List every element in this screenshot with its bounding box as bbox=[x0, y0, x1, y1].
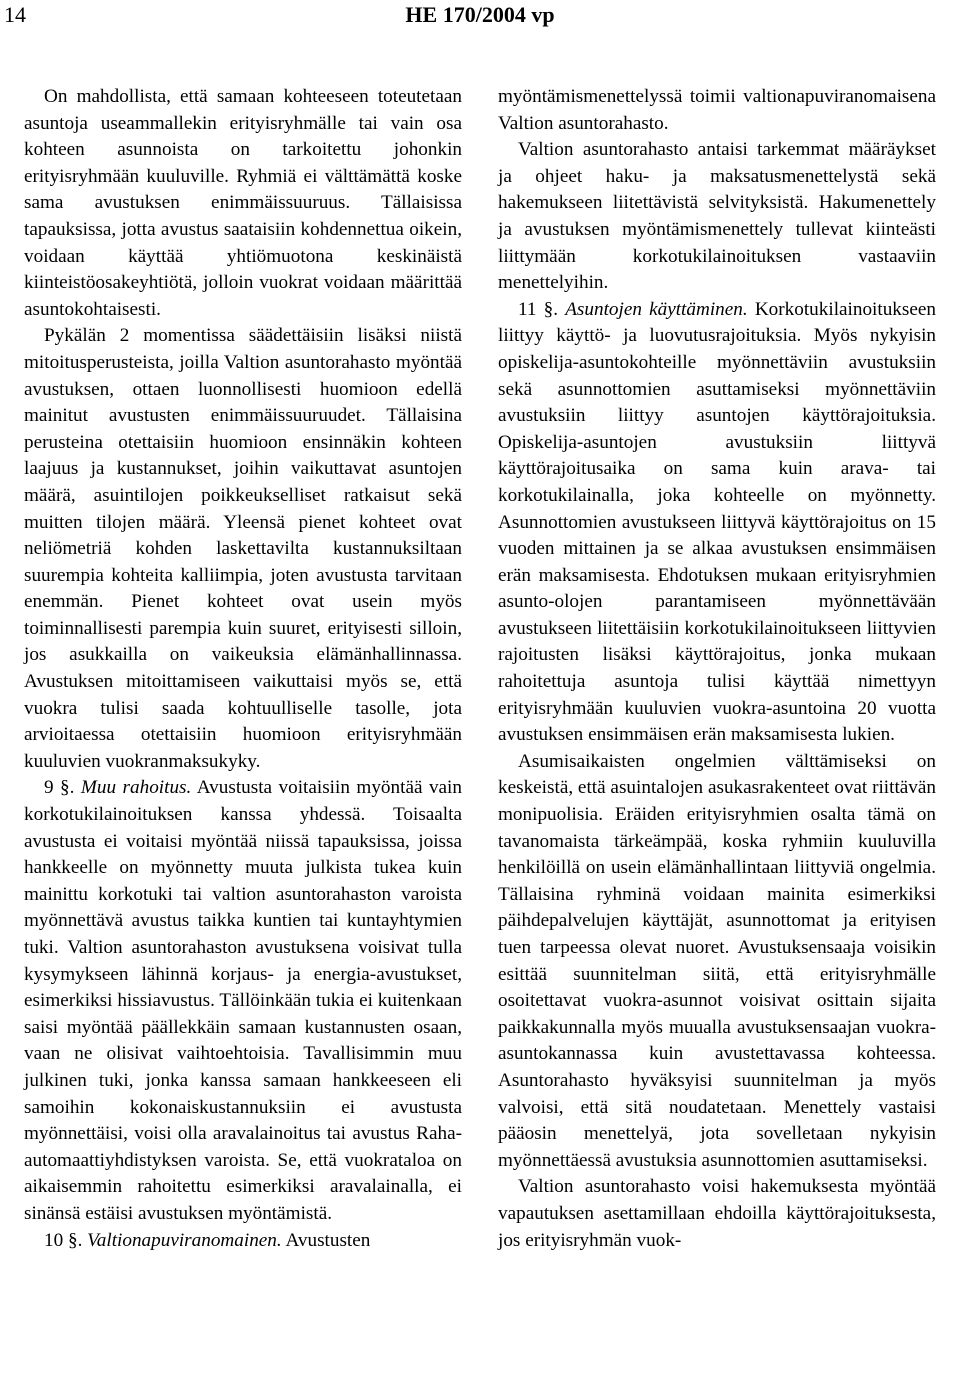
left-column bbox=[24, 84, 462, 1254]
right-column bbox=[498, 84, 936, 1254]
section-11 bbox=[498, 297, 936, 749]
page-number: 14 bbox=[4, 2, 26, 27]
paragraph: myöntämismenettelyssä toimii valtionapuviranomaisena Valtion asuntorahasto. bbox=[498, 86, 936, 134]
paragraph: Asumisaikaisten ongelmien välttämiseksi on keskeistä, että asuintalojen asukasrakenteet ovat riittävän monipuolisia. Eräiden erityisryhmien osalta tämä on tavanomaista tärkeämpää, koska ryhmiin kuuluvilla henkilöillä on usein elämänhallintaan liittyviä ongelmia. Tällaisina ryhminä voidaan mainita esimerkiksi päihdepalvelujen käyttäjät, asunnottomat ja erityisen tuen tarpeessa olevat nuoret. Avustuksensaaja voisikin esittää suunnitelman siitä, että erityisryhmälle osoitettavat vuokra-asunnot voisivat osittain sijaita paikkakunnalla myös muualla avustuksensaajan vuokra-asuntokannassa kuin avustettavassa kohteessa. Asuntorahasto hyväksyisi suunnitelman ja myös valvoisi, että sitä noudatetaan. Menettely vastaisi pääosin menettelyä, jota sovelletaan nykyisin myönnettäessä avustuksia asunnottomien asuttamiseksi. bbox=[498, 750, 936, 1171]
page-header bbox=[0, 0, 960, 40]
section-9 bbox=[24, 775, 462, 1227]
section-10 bbox=[24, 1228, 462, 1255]
document-id: HE 170/2004 vp bbox=[405, 2, 555, 27]
section-text: Avustusta voitaisiin myöntää vain korkotukilainoituksen kanssa yhdessä. Toisaalta avustusta ei voitaisi myöntää niissä tapauksissa, joissa hankkeelle on myönnetty muuta julkista tukea kuin mainittu korkotuki tai valtion asuntorahaston varoista myönnettävä avustus taikka kuntien tai kuntayhtymien tuki. Valtion asuntorahaston avustuksena voisivat tulla kysymykseen lähinnä korjaus- ja energia-avustukset, esimerkiksi hissiavustus. Tällöinkään tukia ei kuitenkaan saisi myöntää päällekkäin samaan kustannusten osaan, vaan ne olisivat vaihtoehtoisia. Tavallisimmin muu julkinen tuki, jonka kanssa samaan hankkeeseen eli samoihin kokonaiskustannuksiin ei avustusta myönnettäisi, voisi olla aravalainoitus tai avustus Raha-automaattiyhdistyksen varoista. Se, että vuokrataloa on aikaisemmin rahoitettu esimerkiksi aravalainalla, ei sinänsä estäisi avustuksen myöntämistä. bbox=[24, 777, 462, 1224]
section-title: Asuntojen käyttäminen. bbox=[565, 298, 748, 320]
section-text: Korkotukilainoitukseen liittyy käyttö- ja luovutusrajoituksia. Myös nykyisin opiskelija-asuntokohteille myönnettäviin avustuksiin sekä asunnottomien asuttamiseksi myönnettäviin avustuksiin liittyy asuntojen käyttörajoituksia. Opiskelija-asuntojen avustuksiin liittyvä käyttörajoitusaika on sama kuin arava- tai korkotukilainalla, joka kohteelle on myönnetty. Asunnottomien avustukseen liittyvä käyttörajoitus on 15 vuoden mittainen ja se alkaa avustuksen ensimmäisen erän maksamisesta. Ehdotuksen mukaan erityisryhmien asunto-olojen parantamiseen myönnettävään avustukseen liitettäisiin korkotukilainoitukseen liittyvien rajoitusten lisäksi käyttörajoitus, jonka mukaan rahoitettuja asuntoja tulisi käyttää nimettyyn erityisryhmään kuuluvien vuokra-asuntoina 20 vuotta avustuksen ensimmäisen erän maksamisesta lukien. bbox=[498, 298, 936, 746]
section-number: 10 §. bbox=[44, 1229, 83, 1251]
paragraph: Pykälän 2 momentissa säädettäisiin lisäksi niistä mitoitusperusteista, joilla Valtion asuntorahasto myöntää avustuksen, ottaen luonnollisesti huomioon edellä mainitut avustusten enimmäissuuruudet. Tällaisina perusteina otettaisiin huomioon ensinnäkin kohteen laajuus ja kustannukset, joihin vaikuttavat asuntojen määrä, asuintilojen poikkeukselliset ratkaisut sekä muitten tilojen määrä. Yleensä pienet kohteet ovat neliömetriä kohden laskettavilta kustannuksiltaan suurempia kohteita kalliimpia, joten avustusta tarvitaan enemmän. Pienet kohteet ovat usein myös toiminnallisesti parempia kuin suuret, erityisesti silloin, jos asukkailla on vaikeuksia elämänhallinnassa. Avustuksen mitoittamiseen vaikuttaisi myös se, että vuokra tulisi saada kohtuulliselle tasolle, jota arvioitaessa otettaisiin huomioon erityisryhmään kuuluvien vuokranmaksukyky. bbox=[24, 325, 462, 772]
section-number: 11 §. bbox=[518, 298, 559, 320]
paragraph: Valtion asuntorahasto voisi hakemuksesta myöntää vapautuksen asettamillaan ehdoilla käyttörajoituksesta, jos erityisryhmän vuok- bbox=[498, 1176, 936, 1251]
paragraph: On mahdollista, että samaan kohteeseen toteutetaan asuntoja useammallekin erityisryhmälle tai vain osa kohteen asunnoista on tarkoitettu johonkin erityisryhmään kuuluville. Ryhmiä ei välttämättä koske sama avustuksen enimmäissuuruus. Tällaisissa tapauksissa, jotta avustus saataisiin kohdennettua oikein, voidaan käyttää yhtiömuotona keskinäistä kiinteistöosakeyhtiötä, jolloin vuokrat voidaan määrittää asuntokohtaisesti. bbox=[24, 86, 462, 320]
section-number: 9 §. bbox=[44, 777, 75, 799]
section-title: Valtionapuviranomainen. bbox=[87, 1229, 282, 1251]
section-title: Muu rahoitus. bbox=[80, 777, 192, 799]
section-text: Avustusten bbox=[285, 1229, 371, 1251]
paragraph: Valtion asuntorahasto antaisi tarkemmat määräykset ja ohjeet haku- ja maksatusmenettelystä sekä hakemukseen liitettävistä selvityksistä. Hakumenettely ja avustuksen myöntämismenettely tullevat kiinteästi liittymään korkotukilainoituksen vastaaviin menettelyihin. bbox=[498, 139, 936, 294]
